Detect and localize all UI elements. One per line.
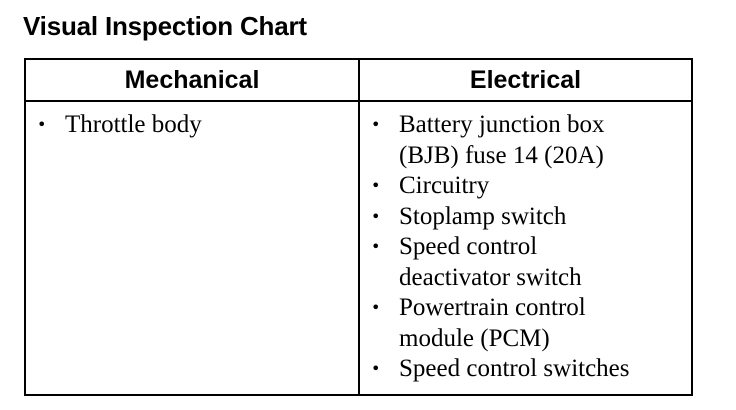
electrical-list-item — [368, 293, 685, 354]
mechanical-cell — [25, 101, 359, 395]
column-header-electrical: Electrical — [359, 59, 692, 101]
column-header-mechanical: Mechanical — [25, 59, 359, 101]
list-item-text: Throttle body — [65, 111, 202, 138]
inspection-table — [24, 58, 693, 396]
electrical-list — [368, 110, 685, 385]
bullet-icon: • — [371, 359, 381, 378]
list-item-text: Stoplamp switch — [399, 202, 567, 230]
table-header-row — [25, 59, 692, 101]
bullet-icon: • — [371, 206, 381, 226]
mechanical-list-item — [34, 110, 352, 141]
bullet-icon: • — [371, 237, 381, 256]
bullet-icon: • — [371, 176, 381, 195]
electrical-list-item — [368, 171, 685, 202]
chart-title: Visual Inspection Chart — [23, 11, 307, 41]
list-item-text: Powertrain control module (PCM) — [399, 294, 586, 352]
list-item-text: Speed control switches — [399, 355, 630, 382]
bullet-icon: • — [371, 115, 381, 134]
bullet-icon: • — [371, 298, 381, 317]
electrical-list-item — [368, 110, 685, 171]
list-item-text: Circuitry — [399, 172, 490, 199]
electrical-list-item — [368, 232, 685, 293]
list-item-text: Speed control deactivator switch — [399, 233, 582, 291]
electrical-list-item — [368, 202, 685, 233]
electrical-list-item — [368, 354, 685, 385]
list-item-text: Battery junction box (BJB) fuse 14 (20A) — [399, 111, 605, 169]
mechanical-list — [34, 110, 352, 141]
bullet-icon: • — [37, 115, 47, 134]
table-row — [25, 101, 692, 395]
electrical-cell — [359, 101, 692, 395]
